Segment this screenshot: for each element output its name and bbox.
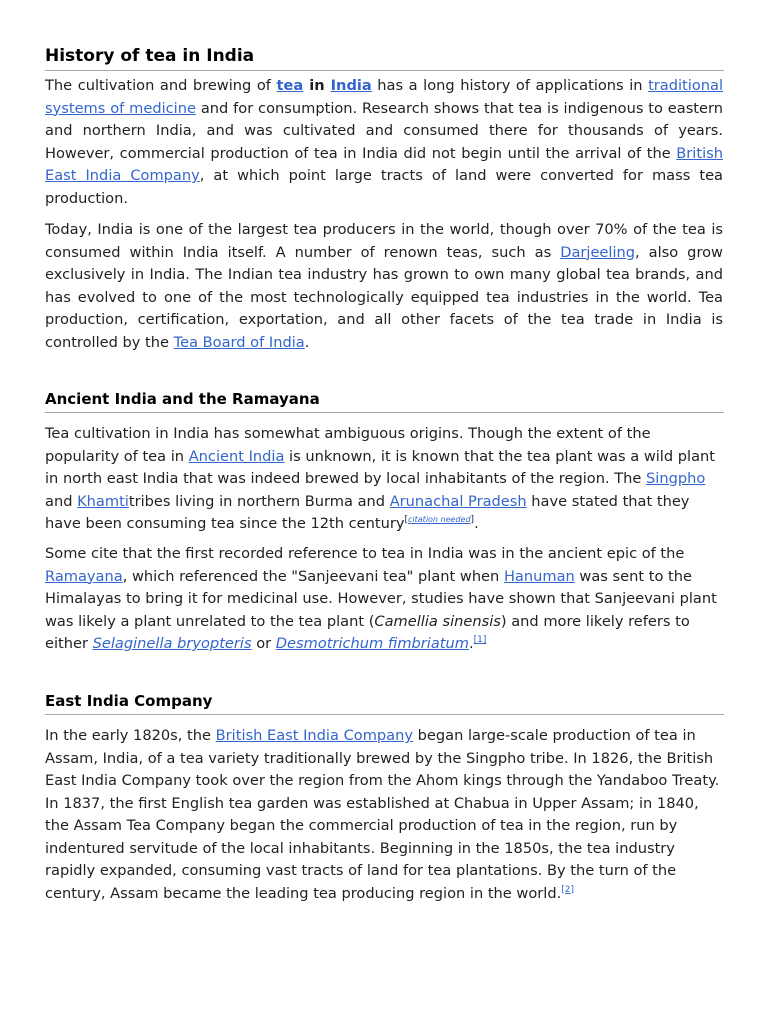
link-arunachal-pradesh[interactable]: Arunachal Pradesh — [389, 492, 527, 510]
text: has a long history of applications in — [371, 77, 649, 94]
reference-1[interactable]: [1] — [473, 635, 487, 646]
east-india-paragraph-1 — [45, 725, 723, 905]
text: in — [303, 77, 331, 94]
text: or — [251, 635, 276, 652]
link-tea[interactable]: tea — [276, 77, 304, 94]
page-title: History of tea in India — [45, 44, 724, 71]
text: . — [469, 635, 474, 652]
link-ancient-india[interactable]: Ancient India — [188, 447, 285, 465]
text: . — [474, 515, 479, 532]
bracket-open: [ — [404, 515, 409, 526]
text: , which referenced the "Sanjeevani tea" plant when — [122, 567, 504, 585]
text: and — [45, 492, 78, 510]
link-desmotrichum-fimbriatum[interactable]: Desmotrichum fimbriatum — [275, 635, 469, 652]
section-heading-east-india-company: East India Company — [45, 691, 724, 715]
text: tribes living in northern Burma and — [128, 492, 390, 510]
text: . — [304, 333, 310, 351]
link-singpho[interactable]: Singpho — [646, 470, 706, 487]
text: Tea cultivation in India has somewhat ambiguous origins. Though the extent of the popularity of tea in — [45, 425, 651, 465]
link-hanuman[interactable]: Hanuman — [503, 567, 575, 585]
text: ) and more likely refers to either — [45, 612, 690, 652]
link-tea-board-of-india[interactable]: Tea Board of India — [173, 333, 305, 351]
intro-paragraph-1 — [45, 75, 723, 210]
link-citation-needed[interactable]: citation needed — [408, 515, 471, 525]
intro-paragraph-2 — [45, 219, 723, 354]
section-heading-ancient-india: Ancient India and the Ramayana — [45, 389, 724, 413]
text: Today, India is one of the largest tea producers in the world, though over 70% of the tea is consumed within India itself. A number of renown teas, such as — [45, 221, 723, 261]
ancient-paragraph-2 — [45, 543, 723, 656]
text: and for consumption. Research shows that tea is indigenous to eastern and northern India, and was cultivated and consumed there for thousands of years. However, commercial production of tea in India did not begin until the arrival of the — [45, 99, 724, 162]
link-india[interactable]: India — [330, 77, 372, 94]
link-ramayana[interactable]: Ramayana — [45, 567, 123, 585]
text: is unknown, it is known that the tea plant was a wild plant in north east India that was indeed brewed by local inhabitants of the region. The — [45, 447, 716, 487]
link-selaginella-bryopteris[interactable]: Selaginella bryopteris — [92, 635, 252, 652]
citation-needed — [405, 515, 475, 525]
text: The cultivation and brewing of — [45, 77, 277, 94]
link-darjeeling[interactable]: Darjeeling — [560, 243, 636, 261]
text: In the early 1820s, the — [45, 727, 216, 744]
text: have stated that they have been consuming tea since the 12th century — [45, 492, 690, 532]
link-british-east-india-company-2[interactable]: British East India Company — [215, 727, 413, 744]
link-khamti[interactable]: Khamti — [77, 492, 129, 510]
italic-camellia-sinensis: Camellia sinensis — [374, 612, 501, 630]
reference-2[interactable]: [2] — [561, 884, 574, 895]
text: , at which point large tracts of land were converted for mass tea production. — [45, 167, 723, 207]
text: began large-scale production of tea in Assam, India, of a tea variety traditionally brewed by the Singpho tribe. In 1826, the British East India Company took over the region from the Ahom kings through the Yandaboo Treaty. In 1837, the first English tea garden was established at Chabua in Upper Assam; in 1840, the Assam Tea Company began the commercial production of tea in the region, run by indentured servitude of the local inhabitants. Beginning in the 1850s, the tea industry rapidly expanded, consuming vast tracts of land for tea plantations. By the turn of the century, Assam became the leading tea producing region in the world. — [45, 727, 720, 902]
text: , also grow exclusively in India. The Indian tea industry has grown to own many global tea brands, and has evolved to one of the most technologically equipped tea industries in the world. Tea production, certification, exportation, and all other facets of the tea trade in India is controlled by the — [45, 243, 723, 351]
bracket-close: ] — [470, 515, 475, 526]
text: was sent to the Himalayas to bring it for medicinal use. However, studies have shown that Sanjeevani plant was likely a plant unrelated to the tea plant ( — [45, 567, 717, 630]
ancient-paragraph-1 — [45, 423, 723, 536]
link-british-east-india-company[interactable]: British East India Company — [45, 144, 723, 184]
link-traditional-medicine[interactable]: traditional systems of medicine — [45, 77, 724, 117]
text: Some cite that the first recorded reference to tea in India was in the ancient epic of the — [45, 545, 685, 562]
